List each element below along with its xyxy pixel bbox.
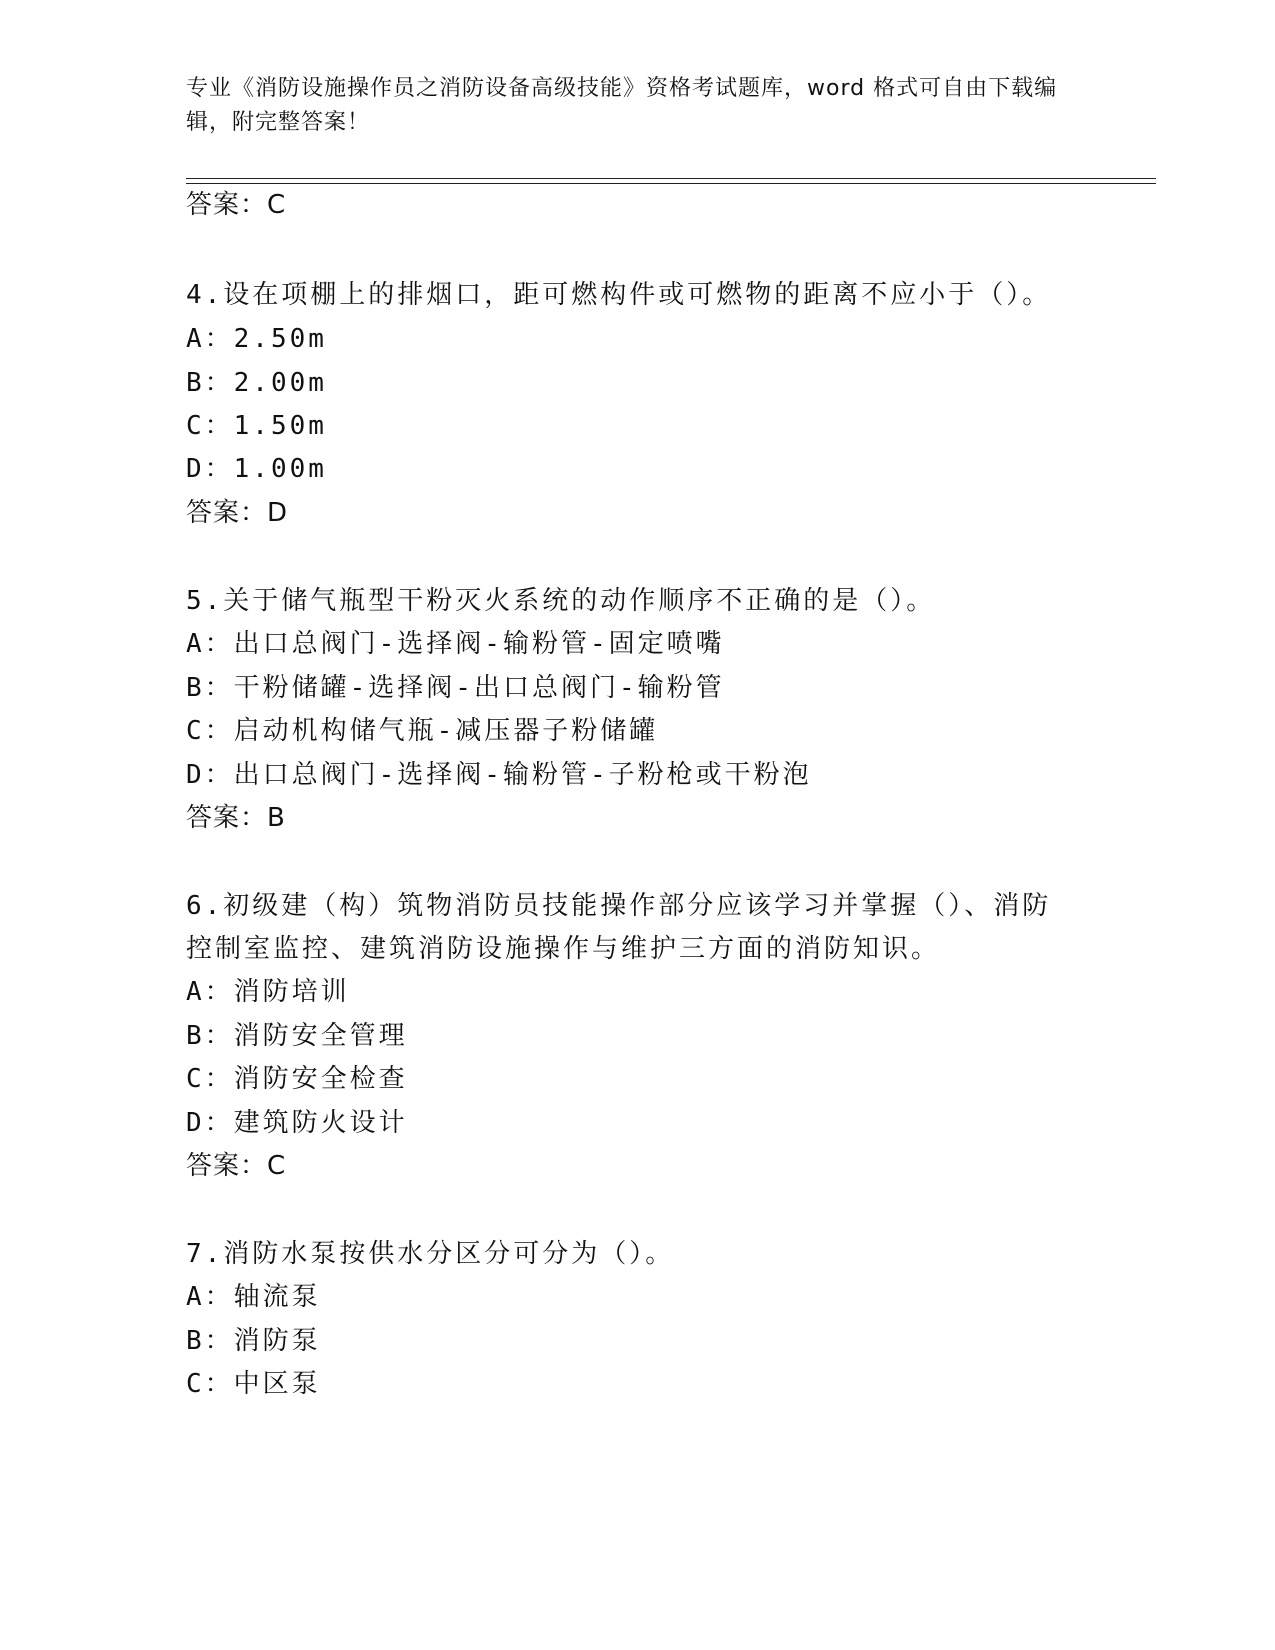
question-4: 4.设在项棚上的排烟口，距可燃构件或可燃物的距离不应小于（）。: [186, 280, 1052, 310]
header-rule-top: [186, 178, 1156, 179]
question-6-line-2: 控制室监控、建筑消防设施操作与维护三方面的消防知识。: [186, 934, 941, 964]
question-7-option-b: B：消防泵: [186, 1326, 321, 1356]
question-6-line-1: 6.初级建（构）筑物消防员技能操作部分应该学习并掌握（）、消防: [186, 891, 1052, 921]
question-5-answer: 答案：B: [186, 803, 286, 833]
header-rule-bottom: [186, 183, 1156, 184]
question-6-option-d: D：建筑防火设计: [186, 1108, 408, 1138]
question-4-option-b: B：2.00m: [186, 368, 327, 398]
answer-prev: 答案：C: [186, 190, 287, 220]
question-4-option-d: D：1.00m: [186, 454, 327, 484]
question-5-option-c: C：启动机构储气瓶-减压器子粉储罐: [186, 716, 659, 746]
question-7: 7.消防水泵按供水分区分可分为（）。: [186, 1239, 675, 1269]
question-7-option-a: A：轴流泵: [186, 1282, 321, 1312]
question-6-option-b: B：消防安全管理: [186, 1021, 408, 1051]
question-6-option-c: C：消防安全检查: [186, 1064, 408, 1094]
question-4-option-a: A：2.50m: [186, 324, 327, 354]
question-5-option-b: B：干粉储罐-选择阀-出口总阀门-输粉管: [186, 673, 725, 703]
question-4-option-c: C：1.50m: [186, 411, 327, 441]
question-7-option-c: C：中区泵: [186, 1369, 321, 1399]
question-6-answer: 答案：C: [186, 1151, 287, 1181]
document-header: 专业《消防设施操作员之消防设备高级技能》资格考试题库，word 格式可自由下载编辑，附完整答案！: [186, 76, 1058, 135]
question-5: 5.关于储气瓶型干粉灭火系统的动作顺序不正确的是（）。: [186, 586, 936, 616]
question-5-option-a: A：出口总阀门-选择阀-输粉管-固定喷嘴: [186, 629, 725, 659]
question-4-answer: 答案：D: [186, 498, 289, 528]
question-5-option-d: D：出口总阀门-选择阀-输粉管-子粉枪或干粉泡: [186, 760, 812, 790]
question-6-option-a: A：消防培训: [186, 977, 350, 1007]
